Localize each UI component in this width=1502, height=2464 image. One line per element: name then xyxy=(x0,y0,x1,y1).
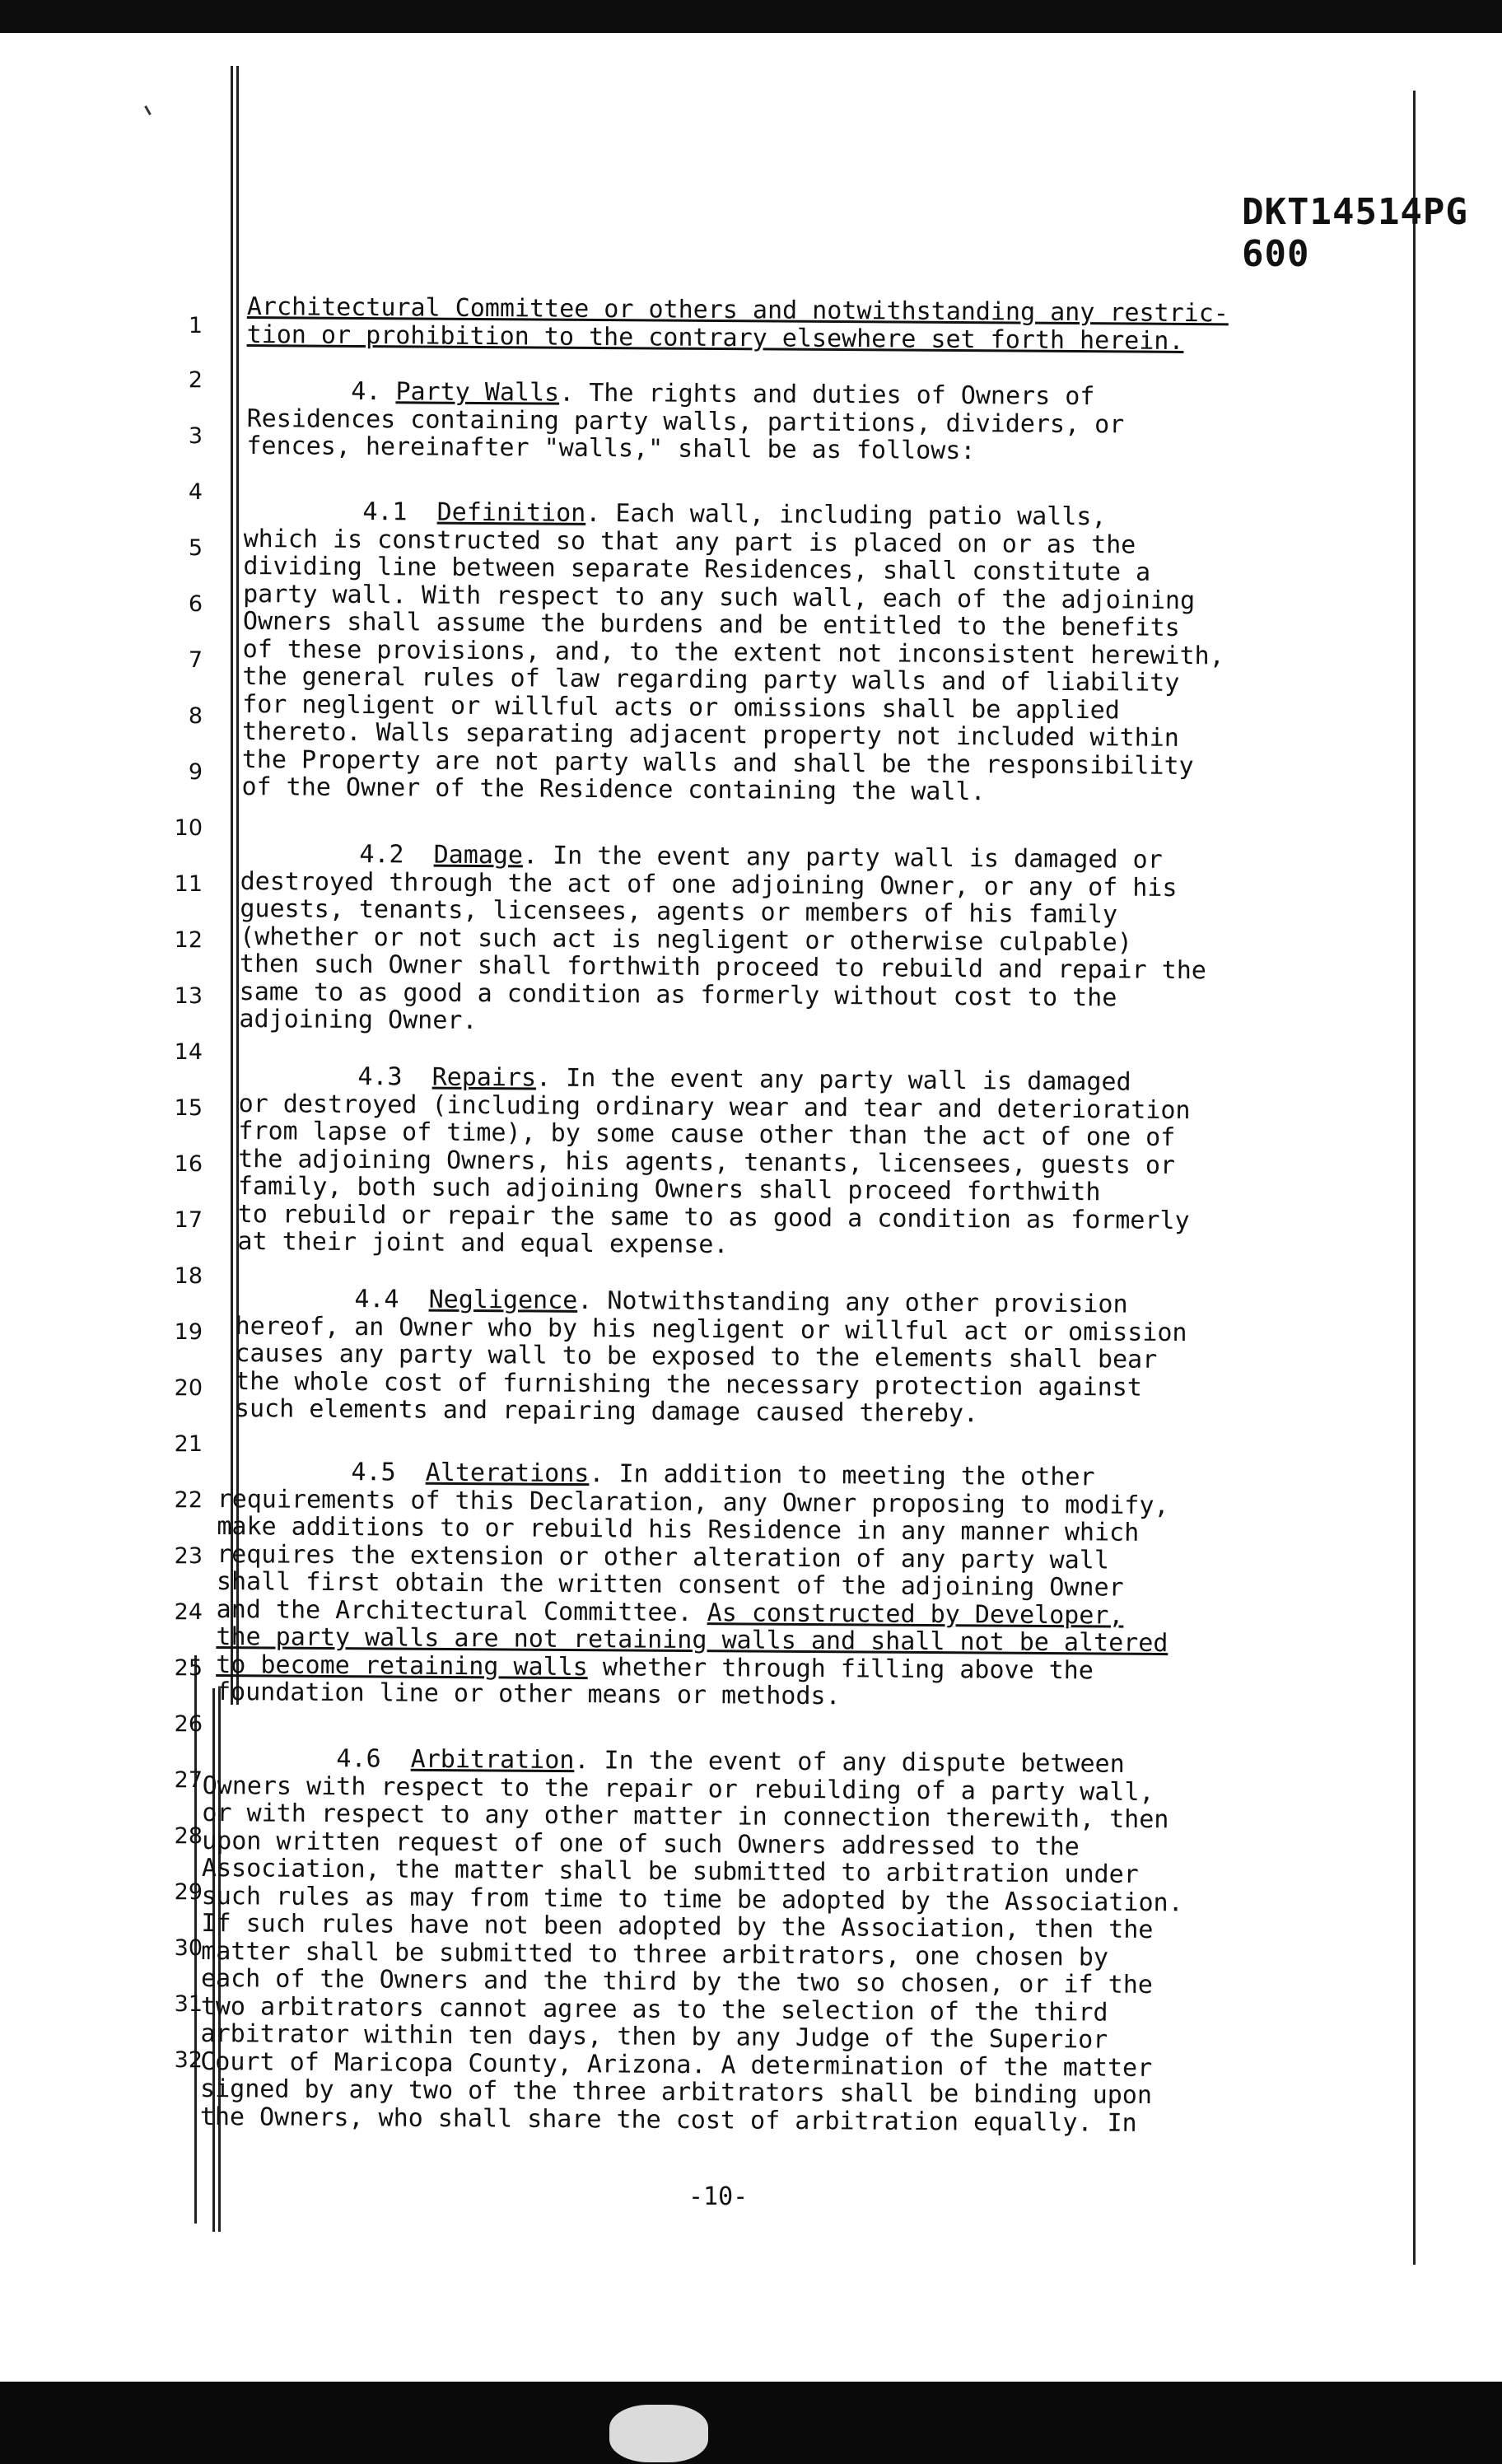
section-line: which is constructed so that any part is placed on or as the xyxy=(243,524,1136,560)
section-line: upon written request of one of such Owners addressed to the xyxy=(202,1826,1080,1861)
section-heading: Definition xyxy=(436,497,586,528)
intro-paragraph xyxy=(247,293,1229,355)
line-number: 27 xyxy=(174,1767,203,1793)
section-line: requires the extension or other alteration of any party wall xyxy=(217,1539,1109,1575)
line-number: 26 xyxy=(174,1711,203,1737)
scan-edge-bottom xyxy=(0,2382,1502,2464)
margin-rule-right xyxy=(1413,91,1416,2265)
section-4-4-negligence xyxy=(235,1285,1187,1430)
section-heading: Arbitration xyxy=(410,1744,575,1776)
section-line: whether through filling above the xyxy=(587,1652,1094,1685)
section-heading: Alterations xyxy=(425,1458,590,1489)
scan-smudge xyxy=(609,2405,708,2462)
section-line: party wall. With respect to any such wall, each of the adjoining xyxy=(243,579,1196,615)
section-line: requirements of this Declaration, any Owner proposing to modify, xyxy=(217,1484,1169,1520)
line-number: 1 xyxy=(188,313,203,338)
section-line: fences, hereinafter "walls," shall be as follows: xyxy=(246,431,976,466)
line-number: 22 xyxy=(174,1487,203,1513)
line-number: 11 xyxy=(174,871,203,897)
line-number: 28 xyxy=(174,1823,203,1849)
line-number: 5 xyxy=(188,535,203,561)
intro-line: Architectural Committee or others and notwithstanding any restric- xyxy=(246,292,1229,329)
section-line: . In the event of any dispute between xyxy=(574,1746,1125,1779)
line-number: 12 xyxy=(174,927,203,953)
section-heading: Damage xyxy=(433,840,524,870)
page-number: -10- xyxy=(688,2182,749,2211)
line-number: 21 xyxy=(174,1431,203,1457)
line-number: 17 xyxy=(174,1207,203,1233)
section-line: foundation line or other means or methods. xyxy=(215,1677,841,1711)
section-line: Court of Maricopa County, Arizona. A determination of the matter xyxy=(200,2046,1153,2083)
line-number: 10 xyxy=(174,815,203,841)
intro-line: tion or prohibition to the contrary elsewhere set forth herein. xyxy=(246,320,1184,356)
section-line: causes any party wall to be exposed to the elements shall bear xyxy=(235,1338,1158,1374)
line-number: 23 xyxy=(174,1543,203,1569)
section-4-1-definition xyxy=(241,497,1225,808)
scan-edge-top xyxy=(0,0,1502,33)
section-line: hereof, an Owner who by his negligent or willful act or omission xyxy=(235,1311,1187,1347)
section-line: make additions to or rebuild his Residence in any manner which xyxy=(217,1511,1140,1547)
section-line: Owners with respect to the repair or rebuilding of a party wall, xyxy=(202,1771,1154,1807)
section-line: signed by any two of the three arbitrators shall be binding upon xyxy=(199,2074,1153,2111)
line-number: 19 xyxy=(174,1319,203,1345)
section-line: and the Architectural Committee. xyxy=(216,1594,707,1627)
section-line: destroyed through the act of one adjoining Owner, or any of his xyxy=(240,866,1178,903)
section-number: 4.1 xyxy=(362,497,408,527)
section-line: matter shall be submitted to three arbitrators, one chosen by xyxy=(201,1936,1109,1972)
section-line: Association, the matter shall be submitted to arbitration under xyxy=(201,1853,1139,1889)
section-number: 4.2 xyxy=(359,840,404,870)
section-4-2-damage xyxy=(239,840,1207,1040)
section-line: . In the event any party wall is damaged or xyxy=(522,841,1163,875)
section-line: Residences containing party walls, partitions, dividers, or xyxy=(246,404,1125,439)
section-heading: Negligence xyxy=(428,1285,578,1315)
underlined-clause: the party walls are not retaining walls and shall not be altered xyxy=(216,1622,1168,1659)
line-number: 16 xyxy=(174,1151,203,1177)
line-number: 18 xyxy=(174,1263,203,1289)
section-line: . Notwithstanding any other provision xyxy=(577,1286,1128,1319)
line-number: 2 xyxy=(188,367,203,393)
section-line: arbitrator within ten days, then by any Judge of the Superior xyxy=(200,2018,1108,2055)
section-number: 4.3 xyxy=(357,1062,403,1092)
line-number: 20 xyxy=(174,1375,203,1401)
line-number: 6 xyxy=(188,591,203,617)
section-line: such elements and repairing damage caused thereby. xyxy=(234,1393,979,1429)
section-line: thereto. Walls separating adjacent property not included within xyxy=(241,716,1179,753)
section-4-3-repairs xyxy=(237,1062,1191,1262)
line-number: 32 xyxy=(174,2047,203,2073)
section-line: for negligent or willful acts or omissions shall be applied xyxy=(242,689,1120,725)
section-line: family, both such adjoining Owners shall proceed forthwith xyxy=(237,1171,1101,1207)
section-line: Owners shall assume the burdens and be entitled to the benefits xyxy=(242,606,1180,642)
section-line: of these provisions, and, to the extent not inconsistent herewith, xyxy=(242,634,1224,670)
docket-reference: DKT14514PG 600 xyxy=(1242,191,1468,275)
section-heading: Repairs xyxy=(431,1062,537,1093)
section-4-5-alterations xyxy=(216,1458,1169,1713)
section-line: If such rules have not been adopted by the Association, then the xyxy=(201,1908,1154,1945)
section-line: the general rules of law regarding party walls and of liability xyxy=(242,661,1180,698)
section-number: 4.4 xyxy=(354,1285,399,1314)
line-number: 14 xyxy=(174,1039,203,1065)
section-line: from lapse of time), by some cause other than the act of one of xyxy=(238,1116,1176,1152)
section-number: 4.6 xyxy=(336,1744,381,1774)
line-number: 24 xyxy=(174,1599,203,1625)
section-line: such rules as may from time to time be adopted by the Association. xyxy=(201,1881,1183,1917)
line-number: 25 xyxy=(174,1655,203,1681)
line-number: 29 xyxy=(174,1879,203,1905)
section-line: two arbitrators cannot agree as to the selection of the third xyxy=(200,1991,1108,2028)
section-line: . The rights and duties of Owners of xyxy=(559,378,1095,412)
section-line: or with respect to any other matter in connection therewith, then xyxy=(202,1798,1169,1835)
section-line: the Property are not party walls and shall be the responsibility xyxy=(241,744,1194,781)
section-line: then such Owner shall forthwith proceed to rebuild and repair the xyxy=(239,949,1207,986)
section-line: dividing line between separate Residences, shall constitute a xyxy=(243,551,1151,587)
section-line: adjoining Owner. xyxy=(239,1004,478,1036)
section-line: at their joint and equal expense. xyxy=(237,1226,729,1260)
section-line: to rebuild or repair the same to as good a condition as formerly xyxy=(237,1199,1190,1235)
line-number: 7 xyxy=(188,647,203,673)
line-number: 15 xyxy=(174,1095,203,1121)
section-line: the whole cost of furnishing the necessary protection against xyxy=(235,1366,1143,1402)
line-number: 9 xyxy=(188,759,203,785)
section-line: the adjoining Owners, his agents, tenants, licensees, guests or xyxy=(238,1144,1176,1180)
section-number: 4. xyxy=(351,376,381,407)
section-number: 4.5 xyxy=(351,1458,396,1487)
section-line: of the Owner of the Residence containing the wall. xyxy=(241,772,986,807)
line-number: 30 xyxy=(174,1935,203,1961)
section-line: each of the Owners and the third by the two so chosen, or if the xyxy=(200,1963,1154,2000)
section-line: shall first obtain the written consent of the adjoining Owner xyxy=(216,1566,1124,1603)
section-line: . In the event any party wall is damaged xyxy=(536,1063,1131,1097)
section-line: . In addition to meeting the other xyxy=(589,1459,1095,1492)
line-number: 4 xyxy=(188,479,203,505)
section-4-party-walls xyxy=(246,377,1124,466)
line-number: 13 xyxy=(174,983,203,1009)
section-line: guests, tenants, licensees, agents or members of his family xyxy=(240,894,1118,930)
section-line: (whether or not such act is negligent or otherwise culpable) xyxy=(240,922,1132,958)
section-line: the Owners, who shall share the cost of arbitration equally. In xyxy=(199,2102,1137,2138)
scan-mark xyxy=(144,105,152,115)
section-line: or destroyed (including ordinary wear and tear and deterioration xyxy=(238,1089,1191,1125)
section-heading: Party Walls xyxy=(395,377,560,408)
line-number: 3 xyxy=(188,423,203,449)
underlined-clause: to become retaining walls xyxy=(216,1650,588,1682)
section-line: same to as good a condition as formerly without cost to the xyxy=(239,977,1117,1012)
section-line: . Each wall, including patio walls, xyxy=(585,498,1107,532)
line-number: 8 xyxy=(188,703,203,729)
line-number: 31 xyxy=(174,1991,203,2017)
section-4-6-arbitration xyxy=(200,1744,1184,2137)
underlined-clause: As constructed by Developer, xyxy=(707,1598,1124,1631)
